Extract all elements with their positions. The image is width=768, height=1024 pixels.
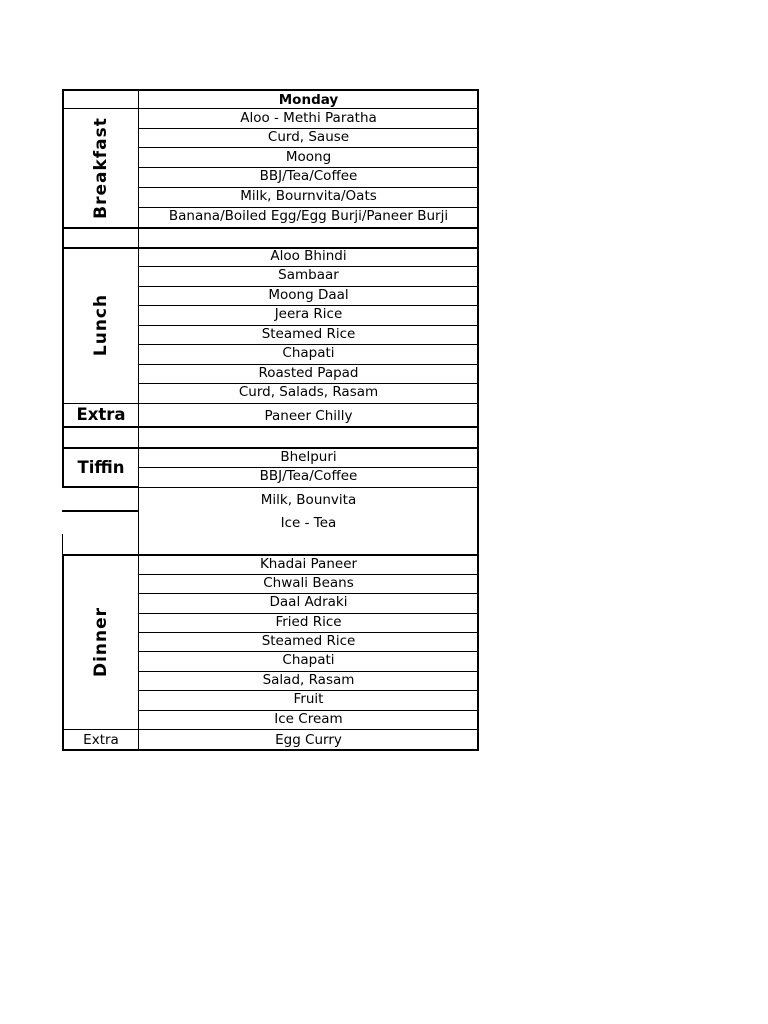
grid-line xyxy=(139,487,479,488)
breakfast-item: Aloo - Methi Paratha xyxy=(240,110,377,126)
lunch-item: Curd, Salads, Rasam xyxy=(238,384,379,400)
grid-line xyxy=(62,486,139,488)
lunch-item: Moong Daal xyxy=(268,287,349,303)
lunch-item: Aloo Bhindi xyxy=(270,248,347,264)
breakfast-item: Curd, Sause xyxy=(267,129,350,145)
lunch-item: Sambaar xyxy=(278,267,339,283)
tiffin-item: Bhelpuri xyxy=(280,449,337,465)
dinner-item: Fried Rice xyxy=(275,614,342,630)
breakfast-item: Milk, Bournvita/Oats xyxy=(240,188,377,204)
lunch-item: Roasted Papad xyxy=(258,365,359,381)
breakfast-item: Moong xyxy=(285,149,332,165)
grid-line xyxy=(62,227,479,229)
dinner-extra-item: Egg Curry xyxy=(275,732,342,748)
grid-line xyxy=(62,510,139,512)
dinner-item: Khadai Paneer xyxy=(259,556,358,572)
lunch-item: Jeera Rice xyxy=(274,306,343,322)
breakfast-item: Banana/Boiled Egg/Egg Burji/Paneer Burji xyxy=(168,208,449,224)
dinner-item: Daal Adraki xyxy=(269,594,348,610)
dinner-item: Ice Cream xyxy=(274,711,343,727)
dinner-extra-label: Extra xyxy=(83,732,119,748)
breakfast-item: BBJ/Tea/Coffee xyxy=(259,168,358,184)
grid-line xyxy=(62,534,63,554)
dinner-item: Steamed Rice xyxy=(261,633,356,649)
dinner-item: Fruit xyxy=(293,691,324,707)
grid-line xyxy=(62,554,64,751)
tiffin-item: Ice - Tea xyxy=(280,515,337,531)
dinner-item: Chapati xyxy=(282,652,335,668)
day-header: Monday xyxy=(278,92,339,108)
tiffin-item: BBJ/Tea/Coffee xyxy=(259,468,358,484)
lunch-extra-item: Paneer Chilly xyxy=(264,408,353,424)
lunch-item: Steamed Rice xyxy=(261,326,356,342)
tiffin-item: Milk, Bounvita xyxy=(260,492,357,508)
breakfast-label-text: Breakfast xyxy=(91,117,111,219)
dinner-label-text: Dinner xyxy=(91,606,111,678)
lunch-item: Chapati xyxy=(282,345,335,361)
lunch-label-text: Lunch xyxy=(91,293,111,357)
dinner-item: Chwali Beans xyxy=(263,575,354,591)
lunch-extra-label: Extra xyxy=(76,405,126,424)
tiffin-label: Tiffin xyxy=(77,458,125,477)
dinner-item: Salad, Rasam xyxy=(262,672,355,688)
